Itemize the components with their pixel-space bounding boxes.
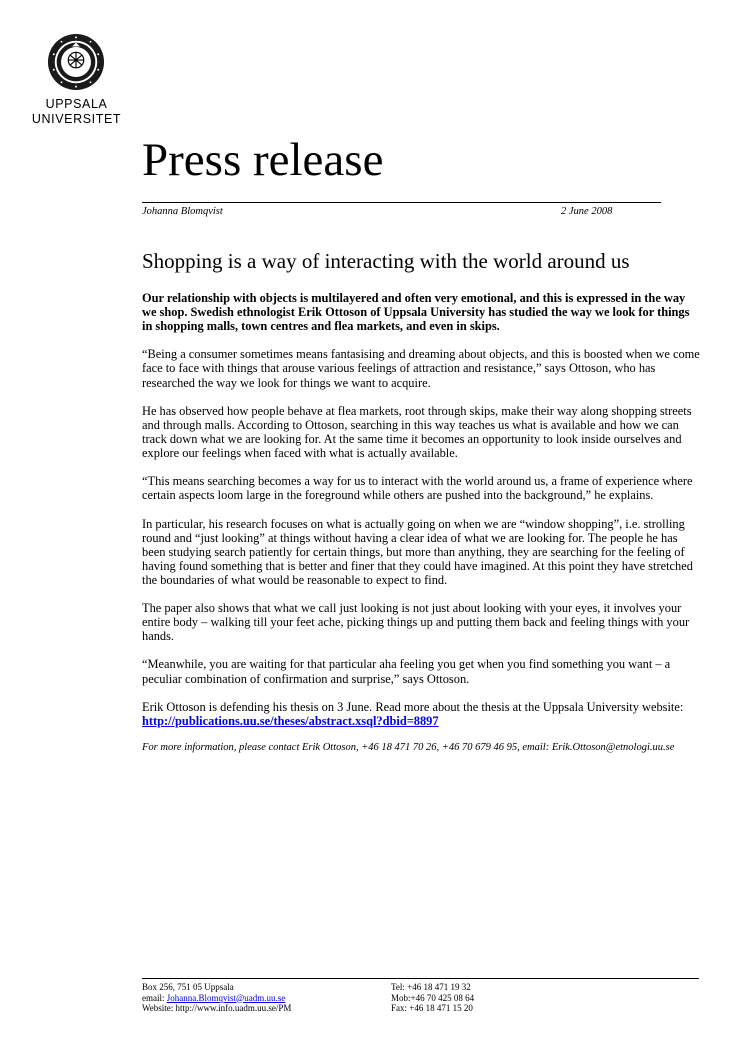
footer-left	[142, 982, 291, 1014]
body-paragraph: “This means searching becomes a way for us to interact with the world around us, a frame of experience where certain aspects loom large in the foreground while others are pushed into the background,” he explains.	[142, 474, 693, 503]
footer-address: Box 256, 751 05 Uppsala	[142, 982, 234, 992]
footer-right	[391, 982, 474, 1014]
footer-mob: Mob:+46 70 425 08 64	[391, 992, 475, 1003]
header-divider	[142, 202, 661, 203]
body-paragraph: He has observed how people behave at flea markets, root through skips, make their way along shopping streets and through malls. According to Ottoson, searching in this way teaches us what is available and how we can track down what we are looking for. At the same time it becomes an opportunity to look inside ourselves and explore our feelings when faced with what is actually available.	[142, 403, 692, 461]
release-date: 2 June 2008	[561, 206, 613, 217]
body-paragraph: “Being a consumer sometimes means fantasising and dreaming about objects, and this is boosted when we come face to face with things that arouse various feelings of attraction and resistance,” says Ottoson, who has researched the way we look for things we want to acquire.	[142, 347, 700, 390]
article-body	[142, 291, 702, 769]
footer-email-line	[142, 993, 291, 1004]
body-paragraph: “Meanwhile, you are waiting for that particular aha feeling you get when you find something you want – a peculiar combination of confirmation and surprise,” says Ottoson.	[142, 657, 671, 686]
body-paragraph: In particular, his research focuses on what is actually going on when we are “window shopping”, i.e. strolling round and “just looking” at things without having a clear idea of what we are looking for. The people he has been studying search patiently for certain things, but more than anything, they are searching for the feeling of having found something that is better and finer that they could have imagined. At this point they have stretched the boundaries of what would be reasonable to expect to find.	[142, 516, 693, 587]
uppsala-university-seal-logo	[47, 33, 105, 91]
article-headline: Shopping is a way of interacting with the world around us	[142, 249, 630, 273]
body-paragraph: The paper also shows that what we call just looking is not just about looking with your eyes, it involves your entire body – walking till your feet ache, picking things up and putting them back and feeling things with your hands.	[142, 601, 690, 644]
footer-divider	[142, 978, 699, 979]
page-title: Press release	[142, 134, 384, 186]
lead-paragraph: Our relationship with objects is multilayered and often very emotional, and this is expressed in the way we shop. Swedish ethnologist Erik Ottoson of Uppsala University has studied the way we look for things in shopping malls, town centres and flea markets, and even in skips.	[142, 291, 690, 334]
university-name-line1: UPPSALA	[45, 97, 108, 111]
thesis-link[interactable]: http://publications.uu.se/theses/abstract.xsql?dbid=8897	[142, 713, 439, 728]
university-name	[0, 97, 153, 127]
university-name-line2: UNIVERSITET	[31, 112, 122, 126]
footer-email-label: email:	[142, 992, 167, 1003]
footer-website: Website: http://www.info.uadm.uu.se/PM	[142, 1003, 292, 1014]
thesis-paragraph	[142, 700, 702, 728]
author-name: Johanna Blomqvist	[142, 206, 223, 217]
footer-tel: Tel: +46 18 471 19 32	[391, 982, 471, 992]
contact-info: For more information, please contact Erik Ottoson, +46 18 471 70 26, +46 70 679 46 95, email: Erik.Ottoson@etnologi.uu.se	[142, 742, 675, 753]
thesis-text: Erik Ottoson is defending his thesis on 3 June. Read more about the thesis at the Uppsala University website:	[142, 699, 684, 714]
footer-fax: Fax: +46 18 471 15 20	[391, 1003, 473, 1014]
footer-email-link[interactable]: Johanna.Blomqvist@uadm.uu.se	[166, 992, 286, 1003]
